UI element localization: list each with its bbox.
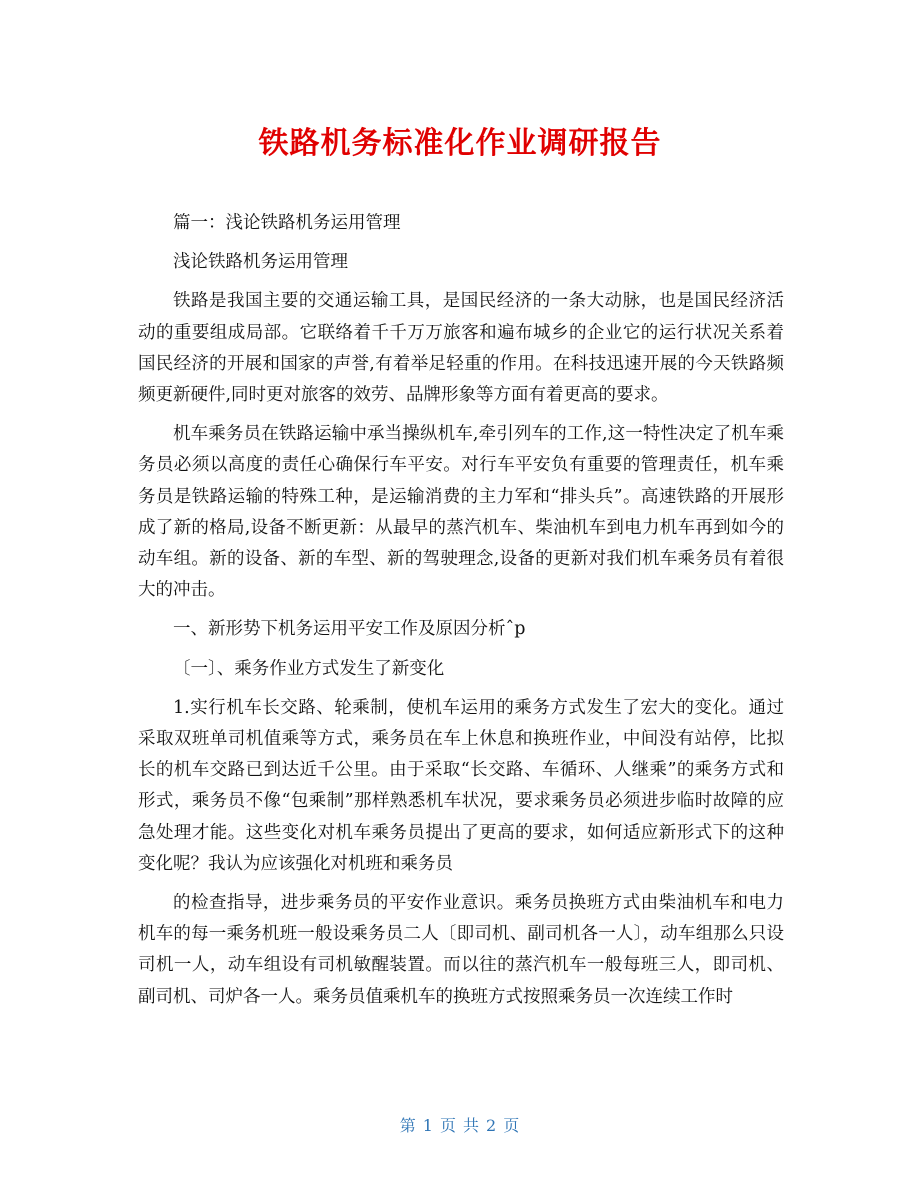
- document-body: [138, 208, 784, 1021]
- footer-page-word: 页: [439, 1116, 457, 1135]
- document-title: 铁路机务标准化作业调研报告: [258, 126, 662, 161]
- footer-suffix: 页: [503, 1116, 521, 1135]
- page-footer: [0, 1113, 920, 1136]
- article-subtitle: 浅论铁路机务运用管理: [173, 252, 348, 273]
- body-paragraph: 铁路是我国主要的交通运输工具，是国民经济的一条大动脉，也是国民经济活动的重要组成局部。它联络着千千万万旅客和遍布城乡的企业它的运行状况关系着国民经济的开展和国家的声誉,有着举足轻重的作用。在科技迅速开展的今天铁路频频更新硬件,同时更对旅客的效劳、品牌形象等方面有着更高的要求。: [138, 291, 784, 406]
- body-paragraph: 的检查指导，进步乘务员的平安作业意识。乘务员换班方式由柴油机车和电力机车的每一乘务机班一般设乘务员二人〔即司机、副司机各一人〕，动车组那么只设司机一人，动车组设有司机敏醒装置。而以往的蒸汽机车一般每班三人，即司机、副司机、司炉各一人。乘务员值乘机车的换班方式按照乘务员一次连续工作时: [138, 893, 784, 1007]
- footer-total-word: 共: [463, 1116, 481, 1135]
- footer-current-page: 1: [422, 1116, 434, 1135]
- subsection-heading: 〔一〕、乘务作业方式发生了新变化: [173, 658, 445, 679]
- body-paragraph: 机车乘务员在铁路运输中承当操纵机车,牵引列车的工作,这一特性决定了机车乘务员必须以高度的责任心确保行车平安。对行车平安负有重要的管理责任，机车乘务员是铁路运输的特殊工种，是运输消费的主力军和“排头兵”。高速铁路的开展形成了新的格局,设备不断更新：从最早的蒸汽机车、柴油机车到电力机车再到如今的动车组。新的设备、新的车型、新的驾驶理念,设备的更新对我们机车乘务员有着很大的冲击。: [138, 424, 784, 601]
- footer-prefix: 第: [399, 1116, 417, 1135]
- footer-total-pages: 2: [486, 1116, 498, 1135]
- section-heading: 篇一：浅论铁路机务运用管理: [173, 213, 401, 233]
- section-heading: 一、新形势下机务运用平安工作及原因分析ˆp: [173, 619, 526, 640]
- body-paragraph: 1.实行机车长交路、轮乘制，使机车运用的乘务方式发生了宏大的变化。通过采取双班单司机值乘等方式，乘务员在车上休息和换班作业，中间没有站停，比拟长的机车交路已到达近千公里。由于采取“长交路、车循环、人继乘”的乘务方式和形式，乘务员不像“包乘制”那样熟悉机车状况，要求乘务员必须进步临时故障的应急处理才能。这些变化对机车乘务员提出了更高的要求，如何适应新形式下的这种变化呢？我认为应该强化对机班和乘务员: [138, 697, 784, 874]
